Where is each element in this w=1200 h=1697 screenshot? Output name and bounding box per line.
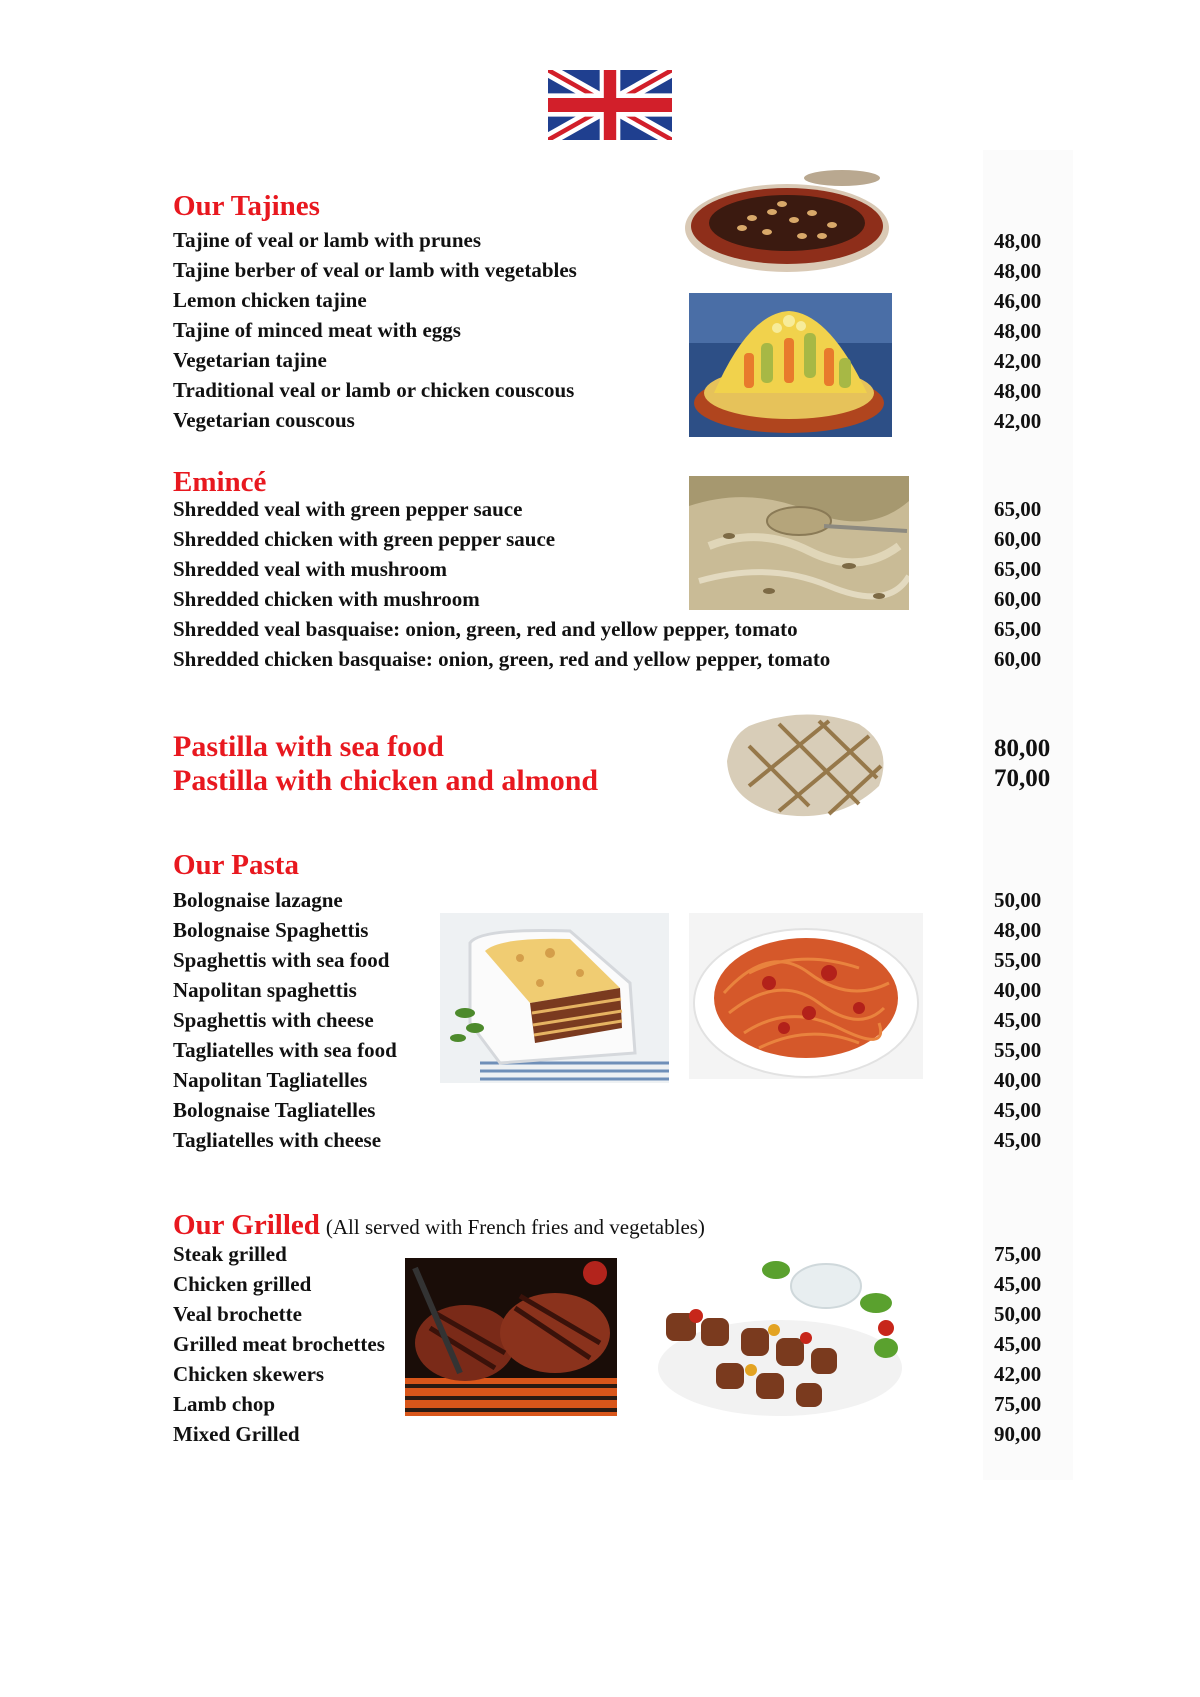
menu-item-price: 65,00	[994, 617, 1042, 641]
menu-item-name: Bolognaise Tagliatelles	[173, 1098, 376, 1122]
menu-item-price: 55,00	[994, 948, 1042, 972]
menu-item-price: 65,00	[994, 557, 1042, 581]
menu-item-price: 90,00	[994, 1422, 1042, 1446]
menu-item-price: 42,00	[994, 409, 1042, 433]
pastilla-photo	[719, 706, 891, 820]
menu-item-name: Lamb chop	[173, 1392, 276, 1416]
menu-item-name: Veal brochette	[173, 1302, 302, 1326]
uk-flag-icon	[548, 70, 672, 140]
menu-item-name: Spaghettis with cheese	[173, 1008, 374, 1032]
section-title-tajines: Our Tajines	[173, 190, 320, 222]
menu-item-price: 46,00	[994, 289, 1042, 313]
section-title-emince: Emincé	[173, 466, 267, 498]
menu-item-name: Tajine berber of veal or lamb with vegetables	[173, 258, 577, 282]
brochettes-photo	[656, 1258, 904, 1422]
menu-item-name: Tajine of minced meat with eggs	[173, 318, 461, 342]
menu-item-price: 48,00	[994, 259, 1042, 283]
lasagne-photo	[440, 913, 669, 1083]
menu-item-price: 50,00	[994, 1302, 1042, 1326]
menu-item-name: Steak grilled	[173, 1242, 287, 1266]
menu-item-price: 75,00	[994, 1242, 1042, 1266]
menu-item-name: Chicken skewers	[173, 1362, 325, 1386]
section-title-pasta: Our Pasta	[173, 849, 299, 881]
section-title-grilled: Our Grilled	[173, 1209, 320, 1241]
menu-item-name: Shredded chicken with mushroom	[173, 587, 480, 611]
menu-item-name: Tajine of veal or lamb with prunes	[173, 228, 482, 252]
menu-item-price: 50,00	[994, 888, 1042, 912]
menu-item-price: 48,00	[994, 319, 1042, 343]
menu-item-name: Shredded veal with green pepper sauce	[173, 497, 523, 521]
menu-item-name: Mixed Grilled	[173, 1422, 300, 1446]
menu-item-price: 60,00	[994, 587, 1042, 611]
menu-item-price: 45,00	[994, 1272, 1042, 1296]
menu-item-price: 40,00	[994, 978, 1042, 1002]
menu-item-price: 65,00	[994, 497, 1042, 521]
menu-item-name: Spaghettis with sea food	[173, 948, 390, 972]
spaghetti-photo	[689, 913, 923, 1079]
menu-item-name: Napolitan spaghettis	[173, 978, 357, 1002]
menu-item-name: Shredded chicken with green pepper sauce	[173, 527, 556, 551]
menu-item-price: 48,00	[994, 379, 1042, 403]
grilled-header	[173, 1209, 705, 1241]
pastilla-chicken-title: Pastilla with chicken and almond	[173, 764, 599, 797]
menu-item-name: Napolitan Tagliatelles	[173, 1068, 368, 1092]
menu-item-price: 80,00	[994, 735, 1051, 762]
menu-item-name: Bolognaise Spaghettis	[173, 918, 369, 942]
couscous-photo	[689, 293, 892, 437]
menu-item-name: Chicken grilled	[173, 1272, 312, 1296]
menu-item-price: 48,00	[994, 229, 1042, 253]
menu-item-name: Shredded chicken basquaise: onion, green, red and yellow pepper, tomato	[173, 647, 831, 671]
menu-item-price: 75,00	[994, 1392, 1042, 1416]
menu-item-name: Grilled meat brochettes	[173, 1332, 385, 1356]
menu-item-name: Vegetarian tajine	[173, 348, 327, 372]
menu-item-price: 45,00	[994, 1332, 1042, 1356]
menu-item-name: Bolognaise lazagne	[173, 888, 343, 912]
menu-item-name: Tagliatelles with sea food	[173, 1038, 397, 1062]
menu-item-price: 40,00	[994, 1068, 1042, 1092]
menu-item-name: Tagliatelles with cheese	[173, 1128, 382, 1152]
grilled-note: (All served with French fries and vegetables)	[325, 1215, 705, 1239]
menu-item-price: 45,00	[994, 1008, 1042, 1032]
tajine-prunes-photo	[682, 168, 892, 276]
menu-item-price: 60,00	[994, 527, 1042, 551]
emince-sauce-photo	[689, 476, 909, 610]
menu-item-price: 48,00	[994, 918, 1042, 942]
menu-item-name: Shredded veal with mushroom	[173, 557, 448, 581]
menu-item-name: Vegetarian couscous	[173, 408, 355, 432]
menu-item-price: 55,00	[994, 1038, 1042, 1062]
menu-item-price: 45,00	[994, 1098, 1042, 1122]
menu-item-price: 60,00	[994, 647, 1042, 671]
menu-item-name: Lemon chicken tajine	[173, 288, 367, 312]
menu-item-price: 70,00	[994, 765, 1051, 792]
menu-item-price: 42,00	[994, 349, 1042, 373]
menu-item-name: Shredded veal basquaise: onion, green, red and yellow pepper, tomato	[173, 617, 798, 641]
menu-item-price: 42,00	[994, 1362, 1042, 1386]
pastilla-seafood-title: Pastilla with sea food	[173, 730, 444, 763]
menu-item-price: 45,00	[994, 1128, 1042, 1152]
grilled-steak-photo	[405, 1258, 617, 1416]
menu-item-name: Traditional veal or lamb or chicken couscous	[173, 378, 575, 402]
